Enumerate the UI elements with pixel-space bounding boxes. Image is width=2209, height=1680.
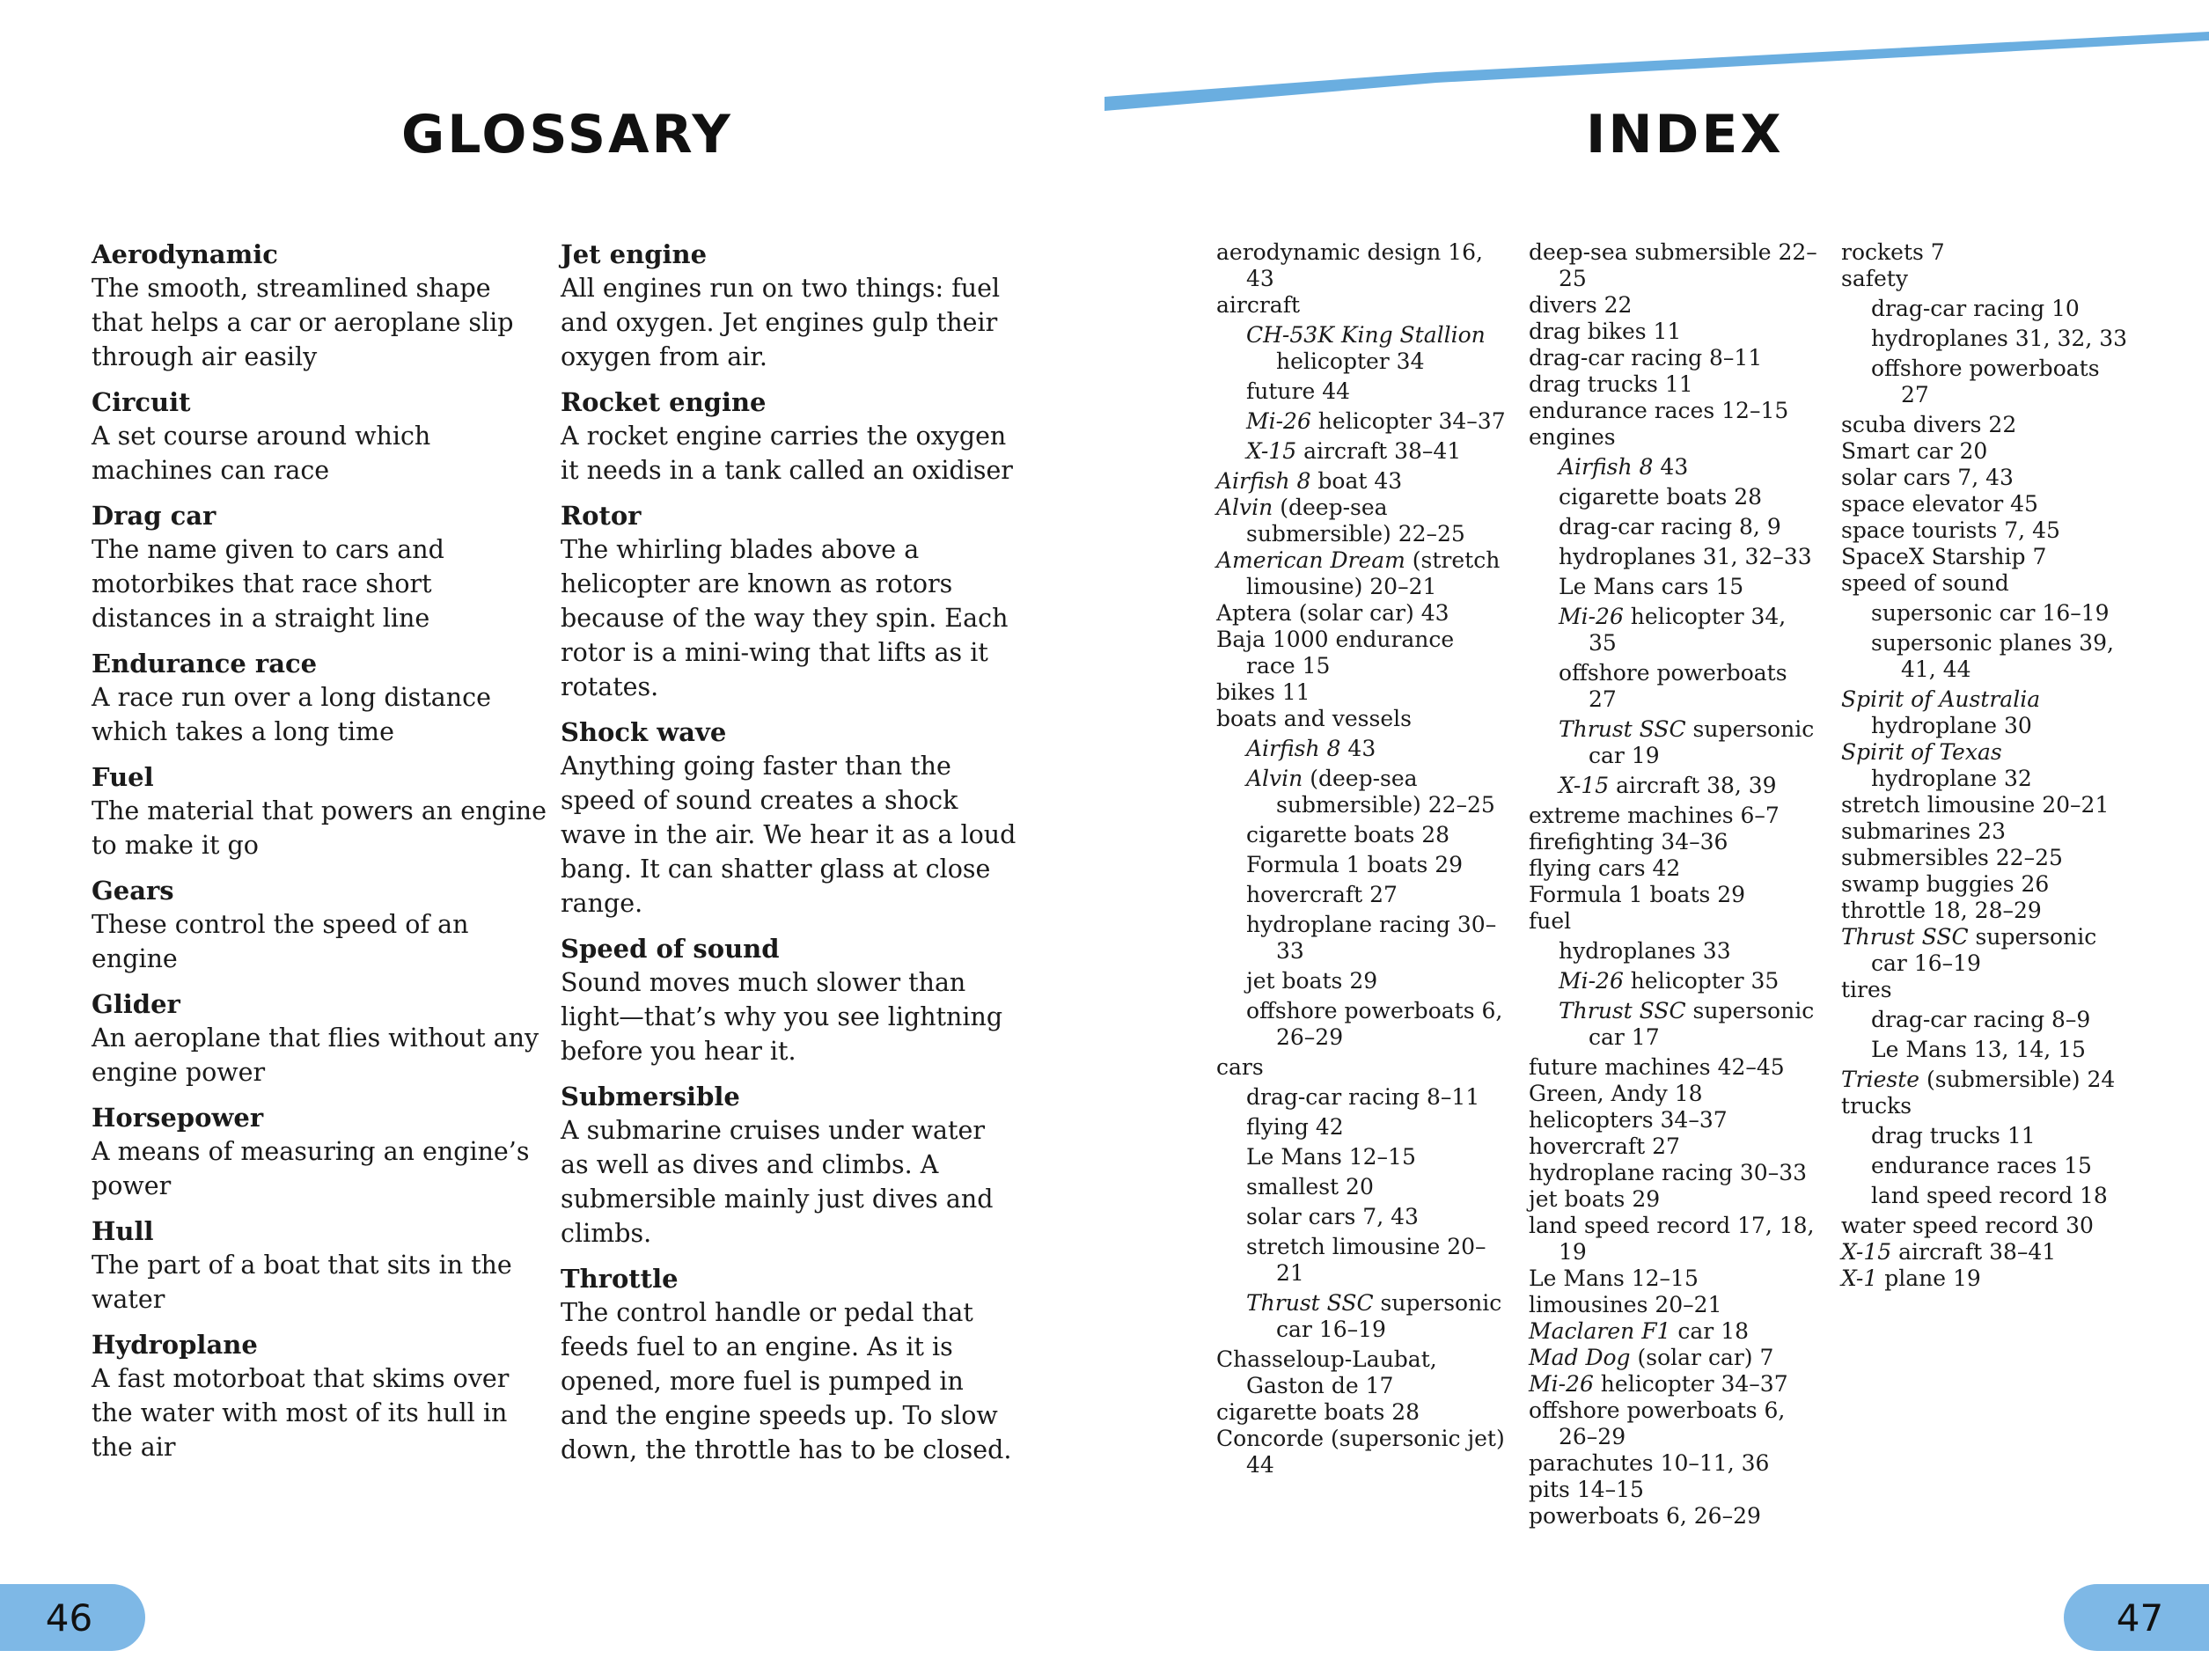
index-subentry (1216, 1234, 1507, 1287)
index-italic-term: X-15 (1841, 1239, 1892, 1265)
index-subentry (1216, 998, 1507, 1051)
index-subentry (1216, 378, 1507, 405)
index-italic-term: Thrust SSC (1841, 924, 1969, 950)
index-text: Concorde (supersonic jet) 44 (1216, 1426, 1505, 1478)
index-entry (1841, 1213, 2132, 1239)
glossary-term: Hydroplane (92, 1330, 258, 1360)
glossary-entry (92, 385, 549, 488)
index-entry (1841, 465, 2132, 491)
glossary-term: Aerodynamic (92, 239, 278, 269)
index-entry (1841, 898, 2132, 924)
index-text: (deep-sea submersible) 22–25 (1276, 766, 1495, 818)
index-italic-term: Thrust SSC (1246, 1290, 1374, 1316)
index-subentry (1529, 454, 1819, 481)
index-text: supersonic planes 39, 41, 44 (1871, 630, 2114, 682)
index-entry (1216, 239, 1507, 292)
index-entry (1529, 1503, 1819, 1530)
index-entry (1216, 1054, 1507, 1081)
index-text: aircraft (1216, 292, 1301, 318)
index-text: offshore powerboats 6, 26–29 (1529, 1398, 1786, 1449)
glossary-entry (92, 760, 549, 862)
glossary-entry (92, 647, 549, 749)
index-subentry (1216, 1144, 1507, 1170)
index-text: (submersible) 24 (1919, 1067, 2116, 1092)
index-subentry (1841, 296, 2132, 322)
index-text: boat 43 (1310, 468, 1403, 494)
index-text: hydroplanes 33 (1559, 938, 1731, 964)
index-subentry (1529, 660, 1819, 713)
index-subentry (1841, 356, 2132, 408)
index-title: INDEX (1586, 104, 1784, 165)
index-text: offshore powerboats 6, 26–29 (1246, 998, 1503, 1050)
index-text: Le Mans 13, 14, 15 (1871, 1037, 2086, 1062)
index-entry (1841, 544, 2132, 570)
index-subentry (1216, 822, 1507, 848)
glossary-entry (92, 987, 549, 1089)
index-italic-term: Airfish 8 (1246, 736, 1341, 761)
index-entry (1529, 1292, 1819, 1318)
index-subentry (1529, 604, 1819, 657)
index-entry (1841, 792, 2132, 818)
index-subentry (1216, 852, 1507, 878)
glossary-entry (561, 499, 1018, 704)
index-text: hovercraft 27 (1246, 882, 1398, 907)
index-entry (1216, 627, 1507, 679)
glossary-definition: A set course around which machines can race (92, 422, 431, 485)
index-entry (1529, 1477, 1819, 1503)
index-text: pits 14–15 (1529, 1477, 1644, 1502)
index-entry (1841, 1093, 2132, 1119)
index-entry (1529, 829, 1819, 855)
index-entry (1841, 412, 2132, 438)
index-italic-term: X-15 (1559, 773, 1610, 798)
glossary-definition: These control the speed of an engine (92, 910, 469, 973)
index-entry (1529, 1054, 1819, 1081)
index-column-3 (1841, 239, 2132, 1292)
index-entry (1216, 1346, 1507, 1399)
index-text: endurance races 12–15 (1529, 398, 1789, 423)
index-entry (1529, 1398, 1819, 1450)
index-subentry (1216, 438, 1507, 465)
glossary-entry (92, 238, 549, 374)
index-text: space elevator 45 (1841, 491, 2038, 517)
index-text: hovercraft 27 (1529, 1133, 1680, 1159)
index-italic-term: Thrust SSC (1559, 716, 1686, 742)
index-entry (1529, 1081, 1819, 1107)
index-text: hydroplane racing 30–33 (1246, 912, 1497, 964)
index-text: limousines 20–21 (1529, 1292, 1722, 1317)
index-text: drag-car racing 8, 9 (1559, 514, 1781, 539)
index-text: car 18 (1670, 1318, 1750, 1344)
index-text: cigarette boats 28 (1246, 822, 1450, 847)
glossary-definition: A fast motorboat that skims over the water with most of its hull in the air (92, 1364, 510, 1462)
index-italic-term: Alvin (1246, 766, 1303, 791)
index-text: jet boats 29 (1246, 968, 1378, 994)
index-text: supersonic car 16–19 (1276, 1290, 1502, 1342)
index-italic-term: X-15 (1246, 438, 1297, 464)
index-entry (1216, 706, 1507, 732)
index-entry (1841, 871, 2132, 898)
index-subentry (1216, 1084, 1507, 1111)
index-text: 43 (1653, 454, 1689, 480)
index-text: hydroplane racing 30–33 (1529, 1160, 1808, 1185)
index-entry (1529, 855, 1819, 882)
index-italic-term: Thrust SSC (1559, 998, 1686, 1023)
index-text: parachutes 10–11, 36 (1529, 1450, 1770, 1476)
index-subentry (1529, 998, 1819, 1051)
index-text: tires (1841, 977, 1892, 1002)
glossary-column-2 (561, 238, 1018, 1478)
index-text: plane 19 (1877, 1266, 1981, 1291)
index-text: cigarette boats 28 (1559, 484, 1763, 510)
glossary-definition: The name given to cars and motorbikes that race short distances in a straight line (92, 535, 444, 633)
index-text: space tourists 7, 45 (1841, 517, 2060, 543)
index-subentry (1529, 544, 1819, 570)
glossary-entry (561, 385, 1018, 488)
glossary-term: Hull (92, 1216, 154, 1246)
index-entry (1216, 679, 1507, 706)
index-text: land speed record 17, 18, 19 (1529, 1213, 1815, 1265)
index-text: Baja 1000 endurance race 15 (1216, 627, 1455, 679)
glossary-term: Shock wave (561, 717, 727, 747)
index-text: Smart car 20 (1841, 438, 1988, 464)
index-subentry (1529, 514, 1819, 540)
index-entry (1529, 1345, 1819, 1371)
index-text: divers 22 (1529, 292, 1633, 318)
index-text: Formula 1 boats 29 (1246, 852, 1464, 877)
index-entry (1841, 266, 2132, 292)
index-subentry (1841, 1037, 2132, 1063)
index-text: firefighting 34–36 (1529, 829, 1728, 855)
index-italic-term: Maclaren F1 (1529, 1318, 1671, 1344)
glossary-term: Glider (92, 989, 180, 1019)
index-text: drag trucks 11 (1529, 371, 1693, 397)
index-entry (1216, 600, 1507, 627)
index-text: smallest 20 (1246, 1174, 1374, 1199)
glossary-definition: An aeroplane that flies without any engine power (92, 1023, 539, 1087)
index-text: helicopter 34, 35 (1589, 604, 1787, 656)
index-italic-term: Mi-26 (1559, 968, 1624, 994)
index-text: drag-car racing 8–11 (1246, 1084, 1480, 1110)
index-subentry (1841, 1183, 2132, 1209)
index-text: hydroplanes 31, 32–33 (1559, 544, 1812, 569)
index-text: hydroplane 30 (1871, 713, 2032, 738)
index-subentry (1841, 1153, 2132, 1179)
index-text: aircraft 38–41 (1296, 438, 1462, 464)
index-entry (1841, 924, 2132, 977)
index-italic-term: Spirit of Texas (1841, 739, 2002, 765)
index-subentry (1529, 484, 1819, 510)
index-text: Green, Andy 18 (1529, 1081, 1703, 1106)
index-text: helicopter 34 (1276, 348, 1425, 374)
index-text: submersibles 22–25 (1841, 845, 2063, 870)
index-column-2 (1529, 239, 1819, 1530)
index-subentry (1841, 600, 2132, 627)
index-entry (1529, 424, 1819, 451)
index-subentry (1216, 882, 1507, 908)
index-subentry (1841, 326, 2132, 352)
index-entry (1841, 739, 2132, 792)
index-entry (1841, 517, 2132, 544)
index-text: boats and vessels (1216, 706, 1412, 731)
index-entry (1841, 818, 2132, 845)
index-subentry (1216, 1114, 1507, 1141)
glossary-term: Submersible (561, 1082, 740, 1111)
glossary-term: Jet engine (561, 239, 708, 269)
index-subentry (1529, 938, 1819, 965)
index-text: (solar car) 7 (1630, 1345, 1774, 1370)
index-text: aircraft 38–41 (1891, 1239, 2057, 1265)
glossary-term: Gears (92, 876, 174, 906)
index-subentry (1841, 1007, 2132, 1033)
index-text: stretch limousine 20–21 (1841, 792, 2110, 818)
index-italic-term: Mad Dog (1529, 1345, 1631, 1370)
glossary-definition: A submarine cruises under water as well as dives and climbs. A submersible mainly just dives and climbs. (561, 1116, 994, 1248)
glossary-definition: A rocket engine carries the oxygen it needs in a tank called an oxidiser (561, 422, 1013, 485)
index-italic-term: Airfish 8 (1216, 468, 1311, 494)
index-text: solar cars 7, 43 (1246, 1204, 1419, 1229)
index-subentry (1216, 968, 1507, 994)
index-italic-term: Spirit of Australia (1841, 686, 2041, 712)
index-entry (1529, 1213, 1819, 1266)
index-entry (1841, 239, 2132, 266)
glossary-entry (92, 1214, 549, 1317)
page-number-right: 47 (2064, 1584, 2209, 1651)
index-text: land speed record 18 (1871, 1183, 2108, 1208)
index-text: scuba divers 22 (1841, 412, 2017, 437)
index-text: helicopter 35 (1623, 968, 1780, 994)
index-entry (1529, 1318, 1819, 1345)
glossary-definition: The material that powers an engine to make it go (92, 796, 547, 860)
index-italic-term: X-1 (1841, 1266, 1878, 1291)
index-entry (1841, 570, 2132, 597)
index-entry (1216, 547, 1507, 600)
index-text: offshore powerboats 27 (1871, 356, 2100, 407)
index-entry (1529, 908, 1819, 935)
glossary-term: Rotor (561, 501, 642, 531)
index-italic-term: Alvin (1216, 495, 1273, 520)
index-italic-term: Trieste (1841, 1067, 1920, 1092)
index-subentry (1216, 1174, 1507, 1200)
index-text: Le Mans 12–15 (1529, 1266, 1699, 1291)
index-entry (1529, 1107, 1819, 1133)
index-text: supersonic car 16–19 (1871, 600, 2110, 626)
index-text: water speed record 30 (1841, 1213, 2094, 1238)
index-entry (1529, 1186, 1819, 1213)
index-text: helicopter 34–37 (1310, 408, 1506, 434)
index-text: future machines 42–45 (1529, 1054, 1785, 1080)
glossary-column-1 (92, 238, 549, 1476)
index-italic-term: Mi-26 (1559, 604, 1624, 629)
index-subentry (1216, 322, 1507, 375)
index-text: rockets 7 (1841, 239, 1945, 265)
index-text: drag bikes 11 (1529, 319, 1682, 344)
glossary-term: Horsepower (92, 1103, 264, 1133)
glossary-definition: The whirling blades above a helicopter are known as rotors because of the way they spin. Each rotor is a mini-wing that lifts as it rotates. (561, 535, 1009, 701)
index-text: helicopters 34–37 (1529, 1107, 1728, 1133)
index-text: drag-car racing 10 (1871, 296, 2080, 321)
index-text: future 44 (1246, 378, 1351, 404)
index-text: flying 42 (1246, 1114, 1344, 1140)
glossary-definition: The part of a boat that sits in the water (92, 1251, 512, 1314)
index-entry (1529, 1133, 1819, 1160)
glossary-definition: A race run over a long distance which takes a long time (92, 683, 491, 746)
glossary-entry (92, 1328, 549, 1464)
index-subentry (1216, 1204, 1507, 1230)
glossary-definition: The smooth, streamlined shape that helps a car or aeroplane slip through air easily (92, 274, 514, 371)
index-entry (1216, 1426, 1507, 1478)
index-entry (1529, 239, 1819, 292)
glossary-entry (92, 874, 549, 976)
index-text: fuel (1529, 908, 1572, 934)
index-text: submarines 23 (1841, 818, 2006, 844)
index-subentry (1529, 773, 1819, 799)
index-text: supersonic car 19 (1589, 716, 1815, 768)
glossary-entry (92, 1101, 549, 1203)
decorative-blue-stripe (0, 0, 2209, 123)
index-text: helicopter 34–37 (1593, 1371, 1788, 1397)
index-entry (1841, 1239, 2132, 1266)
index-subentry (1216, 766, 1507, 818)
index-text: Chasseloup-Laubat, Gaston de 17 (1216, 1346, 1437, 1398)
index-text: Le Mans 12–15 (1246, 1144, 1416, 1170)
index-text: safety (1841, 266, 1908, 291)
index-entry (1529, 803, 1819, 829)
glossary-term: Circuit (92, 387, 191, 417)
index-column-1 (1216, 239, 1507, 1478)
index-subentry (1216, 1290, 1507, 1343)
index-text: drag trucks 11 (1871, 1123, 2036, 1148)
index-text: speed of sound (1841, 570, 2009, 596)
index-entry (1529, 1266, 1819, 1292)
index-subentry (1529, 968, 1819, 994)
index-subentry (1216, 736, 1507, 762)
index-entry (1216, 292, 1507, 319)
index-entry (1841, 845, 2132, 871)
index-text: endurance races 15 (1871, 1153, 2092, 1178)
index-entry (1529, 319, 1819, 345)
index-entry (1841, 977, 2132, 1003)
index-text: powerboats 6, 26–29 (1529, 1503, 1761, 1529)
glossary-term: Speed of sound (561, 934, 780, 964)
index-text: supersonic car 17 (1589, 998, 1815, 1050)
index-entry (1216, 495, 1507, 547)
index-text: hydroplanes 31, 32, 33 (1871, 326, 2128, 351)
glossary-entry (92, 499, 549, 635)
index-entry (1841, 1067, 2132, 1093)
index-text: flying cars 42 (1529, 855, 1681, 881)
index-subentry (1529, 716, 1819, 769)
index-text: 43 (1340, 736, 1376, 761)
index-entry (1529, 1450, 1819, 1477)
index-text: Aptera (solar car) 43 (1216, 600, 1449, 626)
index-text: deep-sea submersible 22–25 (1529, 239, 1817, 291)
index-subentry (1841, 1123, 2132, 1149)
glossary-entry (561, 1262, 1018, 1467)
index-entry (1841, 686, 2132, 739)
index-entry (1841, 491, 2132, 517)
glossary-term: Fuel (92, 762, 154, 792)
index-text: throttle 18, 28–29 (1841, 898, 2042, 923)
index-text: hydroplane 32 (1871, 766, 2032, 791)
index-text: (deep-sea submersible) 22–25 (1246, 495, 1465, 547)
index-text: aircraft 38, 39 (1609, 773, 1777, 798)
index-italic-term: American Dream (1216, 547, 1405, 573)
index-text: supersonic car 16–19 (1871, 924, 2097, 976)
index-entry (1216, 1399, 1507, 1426)
glossary-entry (561, 932, 1018, 1068)
index-subentry (1216, 912, 1507, 965)
index-text: trucks (1841, 1093, 1912, 1119)
index-entry (1529, 398, 1819, 424)
index-entry (1529, 1160, 1819, 1186)
glossary-term: Throttle (561, 1264, 679, 1294)
index-italic-term: Airfish 8 (1559, 454, 1654, 480)
index-entry (1529, 345, 1819, 371)
index-subentry (1216, 408, 1507, 435)
index-text: solar cars 7, 43 (1841, 465, 2014, 490)
index-italic-term: CH-53K King Stallion (1246, 322, 1486, 348)
index-text: Formula 1 boats 29 (1529, 882, 1746, 907)
glossary-title: GLOSSARY (401, 104, 733, 165)
index-entry (1529, 1371, 1819, 1398)
index-subentry (1841, 630, 2132, 683)
glossary-definition: The control handle or pedal that feeds fuel to an engine. As it is opened, more fuel is pumped in and the engine speeds up. To slow down, the throttle has to be closed. (561, 1298, 1012, 1464)
index-subentry (1529, 574, 1819, 600)
glossary-definition: Sound moves much slower than light—that’s why you see lightning before you hear it. (561, 968, 1003, 1066)
glossary-definition: All engines run on two things: fuel and oxygen. Jet engines gulp their oxygen from air. (561, 274, 1001, 371)
index-text: jet boats 29 (1529, 1186, 1661, 1212)
index-text: bikes 11 (1216, 679, 1310, 705)
index-entry (1529, 882, 1819, 908)
index-text: extreme machines 6–7 (1529, 803, 1780, 828)
index-entry (1841, 1266, 2132, 1292)
glossary-term: Rocket engine (561, 387, 767, 417)
index-text: drag-car racing 8–11 (1529, 345, 1763, 370)
index-text: engines (1529, 424, 1616, 450)
index-text: Le Mans cars 15 (1559, 574, 1744, 599)
glossary-term: Endurance race (92, 649, 318, 679)
index-text: (stretch limousine) 20–21 (1246, 547, 1501, 599)
index-entry (1841, 438, 2132, 465)
glossary-entry (561, 1080, 1018, 1251)
glossary-definition: A means of measuring an engine’s power (92, 1137, 530, 1200)
glossary-term: Drag car (92, 501, 216, 531)
index-italic-term: Mi-26 (1246, 408, 1311, 434)
index-text: drag-car racing 8–9 (1871, 1007, 2091, 1032)
index-text: SpaceX Starship 7 (1841, 544, 2047, 569)
page-number-left: 46 (0, 1584, 145, 1651)
index-text: swamp buggies 26 (1841, 871, 2050, 897)
index-text: offshore powerboats 27 (1559, 660, 1787, 712)
index-italic-term: Mi-26 (1529, 1371, 1594, 1397)
glossary-definition: Anything going faster than the speed of sound creates a shock wave in the air. We hear it as a loud bang. It can shatter glass at close range. (561, 752, 1016, 918)
index-text: stretch limousine 20–21 (1246, 1234, 1486, 1286)
index-text: aerodynamic design 16, 43 (1216, 239, 1483, 291)
index-text: cars (1216, 1054, 1264, 1080)
glossary-entry (561, 238, 1018, 374)
index-entry (1529, 371, 1819, 398)
index-text: cigarette boats 28 (1216, 1399, 1420, 1425)
glossary-entry (561, 715, 1018, 921)
index-entry (1529, 292, 1819, 319)
index-entry (1216, 468, 1507, 495)
